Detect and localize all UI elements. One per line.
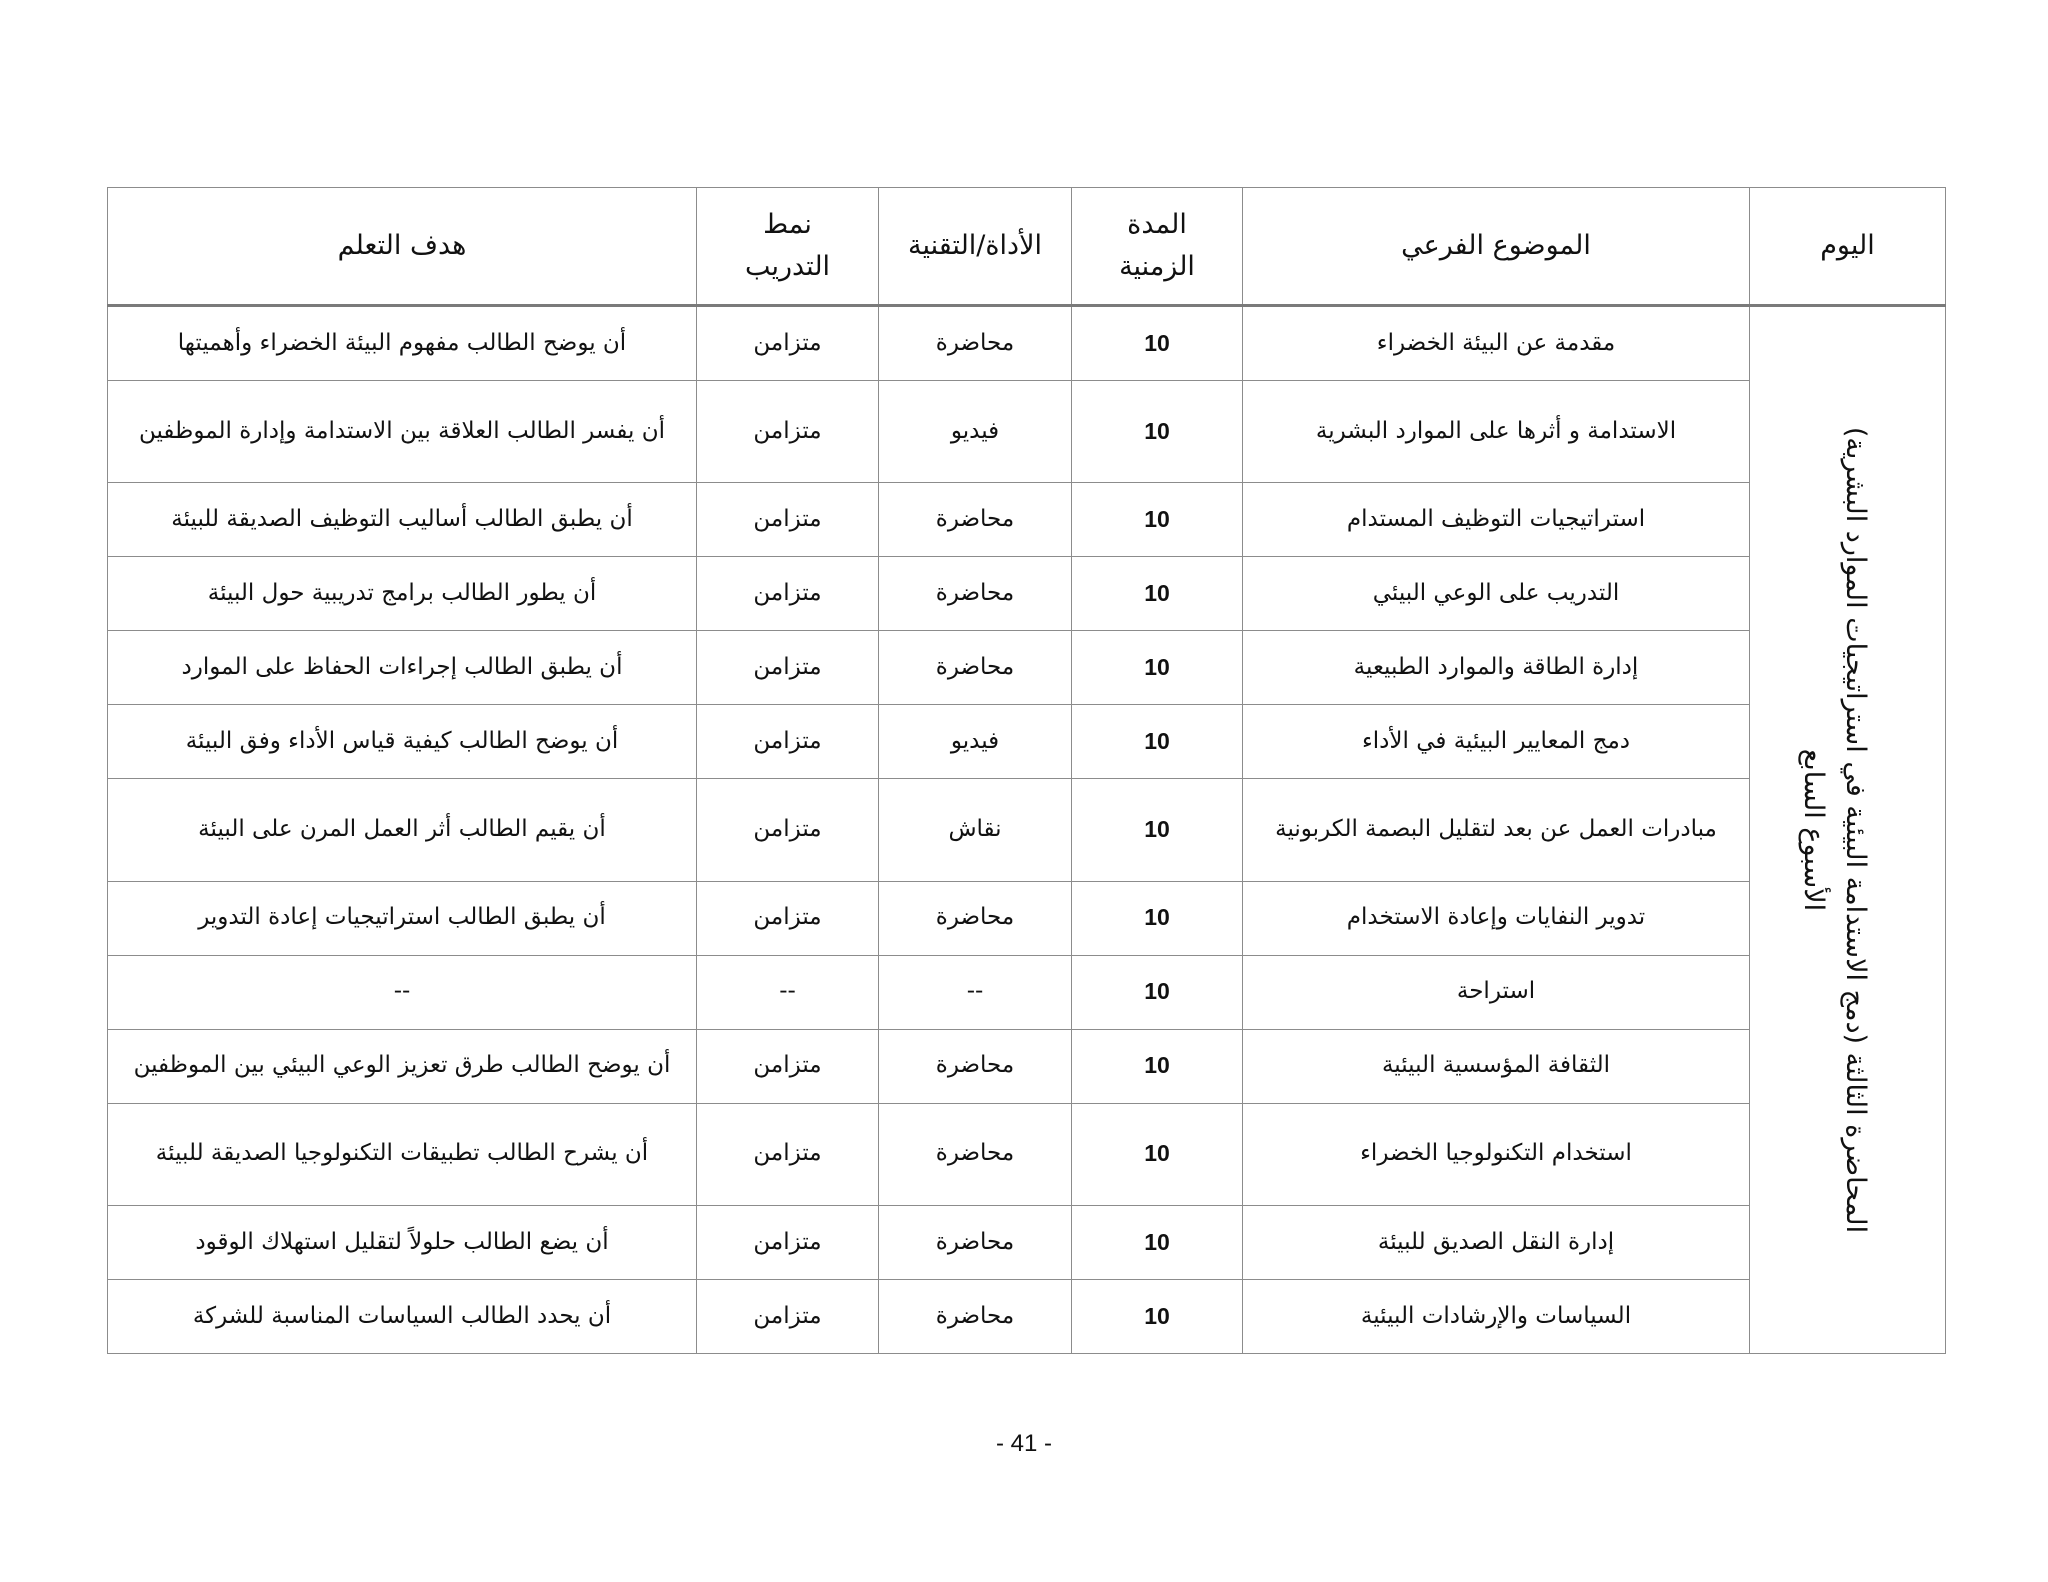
cell-objective: أن يوضح الطالب كيفية قياس الأداء وفق البيئة (108, 705, 697, 779)
cell-duration: 10 (1072, 306, 1243, 381)
cell-duration: 10 (1072, 1029, 1243, 1103)
cell-tool: محاضرة (879, 557, 1072, 631)
cell-subtopic: التدريب على الوعي البيئي (1243, 557, 1750, 631)
cell-subtopic: الثقافة المؤسسية البيئية (1243, 1029, 1750, 1103)
cell-duration: 10 (1072, 779, 1243, 881)
table-row (108, 881, 1946, 955)
table-row (108, 1103, 1946, 1205)
day-cell (1750, 306, 1946, 1354)
header-mode (697, 188, 879, 306)
table-row (108, 705, 1946, 779)
cell-subtopic: استراحة (1243, 955, 1750, 1029)
training-plan-table (107, 187, 1946, 1354)
cell-mode: متزامن (697, 1205, 879, 1279)
cell-tool: نقاش (879, 779, 1072, 881)
table-row (108, 1279, 1946, 1353)
table-row (108, 779, 1946, 881)
header-row (108, 188, 1946, 306)
cell-subtopic: إدارة النقل الصديق للبيئة (1243, 1205, 1750, 1279)
cell-duration: 10 (1072, 705, 1243, 779)
cell-subtopic: مقدمة عن البيئة الخضراء (1243, 306, 1750, 381)
schedule-sheet (108, 187, 1946, 1354)
cell-objective: أن يوضح الطالب مفهوم البيئة الخضراء وأهميتها (108, 306, 697, 381)
cell-objective: أن يطور الطالب برامج تدريبية حول البيئة (108, 557, 697, 631)
cell-objective: أن يحدد الطالب السياسات المناسبة للشركة (108, 1279, 697, 1353)
cell-duration: 10 (1072, 1103, 1243, 1205)
table-row (108, 1029, 1946, 1103)
cell-duration: 10 (1072, 557, 1243, 631)
cell-duration: 10 (1072, 1205, 1243, 1279)
cell-duration: 10 (1072, 631, 1243, 705)
cell-objective: أن يقيم الطالب أثر العمل المرن على البيئة (108, 779, 697, 881)
cell-duration: 10 (1072, 1279, 1243, 1353)
cell-mode: متزامن (697, 881, 879, 955)
cell-mode: متزامن (697, 779, 879, 881)
cell-tool: فيديو (879, 381, 1072, 483)
cell-duration: 10 (1072, 381, 1243, 483)
header-objective: هدف التعلم (108, 188, 697, 306)
cell-tool: محاضرة (879, 483, 1072, 557)
cell-subtopic: دمج المعايير البيئية في الأداء (1243, 705, 1750, 779)
header-duration (1072, 188, 1243, 306)
cell-tool: محاضرة (879, 631, 1072, 705)
cell-subtopic: استراتيجيات التوظيف المستدام (1243, 483, 1750, 557)
cell-subtopic: الاستدامة و أثرها على الموارد البشرية (1243, 381, 1750, 483)
table-row (108, 955, 1946, 1029)
cell-mode: متزامن (697, 1279, 879, 1353)
cell-mode: متزامن (697, 1029, 879, 1103)
header-duration-line2: الزمنية (1119, 251, 1195, 282)
cell-subtopic: إدارة الطاقة والموارد الطبيعية (1243, 631, 1750, 705)
cell-subtopic: تدوير النفايات وإعادة الاستخدام (1243, 881, 1750, 955)
cell-objective: أن يوضح الطالب طرق تعزيز الوعي البيئي بين الموظفين (108, 1029, 697, 1103)
cell-tool: محاضرة (879, 1029, 1072, 1103)
cell-mode: متزامن (697, 1103, 879, 1205)
cell-duration: 10 (1072, 483, 1243, 557)
cell-tool: محاضرة (879, 1279, 1072, 1353)
cell-objective: أن يطبق الطالب استراتيجيات إعادة التدوير (108, 881, 697, 955)
table-row (108, 1205, 1946, 1279)
cell-tool: فيديو (879, 705, 1072, 779)
cell-mode: متزامن (697, 381, 879, 483)
cell-objective: أن يطبق الطالب إجراءات الحفاظ على الموارد (108, 631, 697, 705)
week-label: الأسبوع السابع (1798, 748, 1829, 912)
cell-mode: -- (697, 955, 879, 1029)
table-row (108, 483, 1946, 557)
cell-subtopic: استخدام التكنولوجيا الخضراء (1243, 1103, 1750, 1205)
lecture-title: المحاضرة الثالثة (دمج الاستدامة البيئية في استراتيجيات الموارد البشرية) (1839, 426, 1871, 1234)
table-row (108, 557, 1946, 631)
header-subtopic: الموضوع الفرعي (1243, 188, 1750, 306)
cell-objective: أن يضع الطالب حلولاً لتقليل استهلاك الوقود (108, 1205, 697, 1279)
cell-objective: أن يشرح الطالب تطبيقات التكنولوجيا الصديقة للبيئة (108, 1103, 697, 1205)
header-day: اليوم (1750, 188, 1946, 306)
cell-tool: محاضرة (879, 881, 1072, 955)
cell-subtopic: مبادرات العمل عن بعد لتقليل البصمة الكربونية (1243, 779, 1750, 881)
header-mode-line1: نمط (763, 209, 812, 241)
cell-tool: -- (879, 955, 1072, 1029)
cell-tool: محاضرة (879, 306, 1072, 381)
cell-duration: 10 (1072, 955, 1243, 1029)
header-duration-line1: المدة (1127, 209, 1187, 241)
cell-objective: أن يطبق الطالب أساليب التوظيف الصديقة للبيئة (108, 483, 697, 557)
table-row (108, 631, 1946, 705)
cell-mode: متزامن (697, 557, 879, 631)
cell-objective: أن يفسر الطالب العلاقة بين الاستدامة وإدارة الموظفين (108, 381, 697, 483)
cell-objective: -- (108, 955, 697, 1029)
table-row (108, 381, 1946, 483)
table-row (108, 306, 1946, 381)
cell-mode: متزامن (697, 631, 879, 705)
cell-tool: محاضرة (879, 1103, 1072, 1205)
header-tool: الأداة/التقنية (879, 188, 1072, 306)
page-number: - 41 - (995, 1430, 1052, 1457)
cell-mode: متزامن (697, 306, 879, 381)
cell-tool: محاضرة (879, 1205, 1072, 1279)
header-mode-line2: التدريب (744, 251, 831, 282)
cell-mode: متزامن (697, 705, 879, 779)
cell-duration: 10 (1072, 881, 1243, 955)
cell-mode: متزامن (697, 483, 879, 557)
cell-subtopic: السياسات والإرشادات البيئية (1243, 1279, 1750, 1353)
